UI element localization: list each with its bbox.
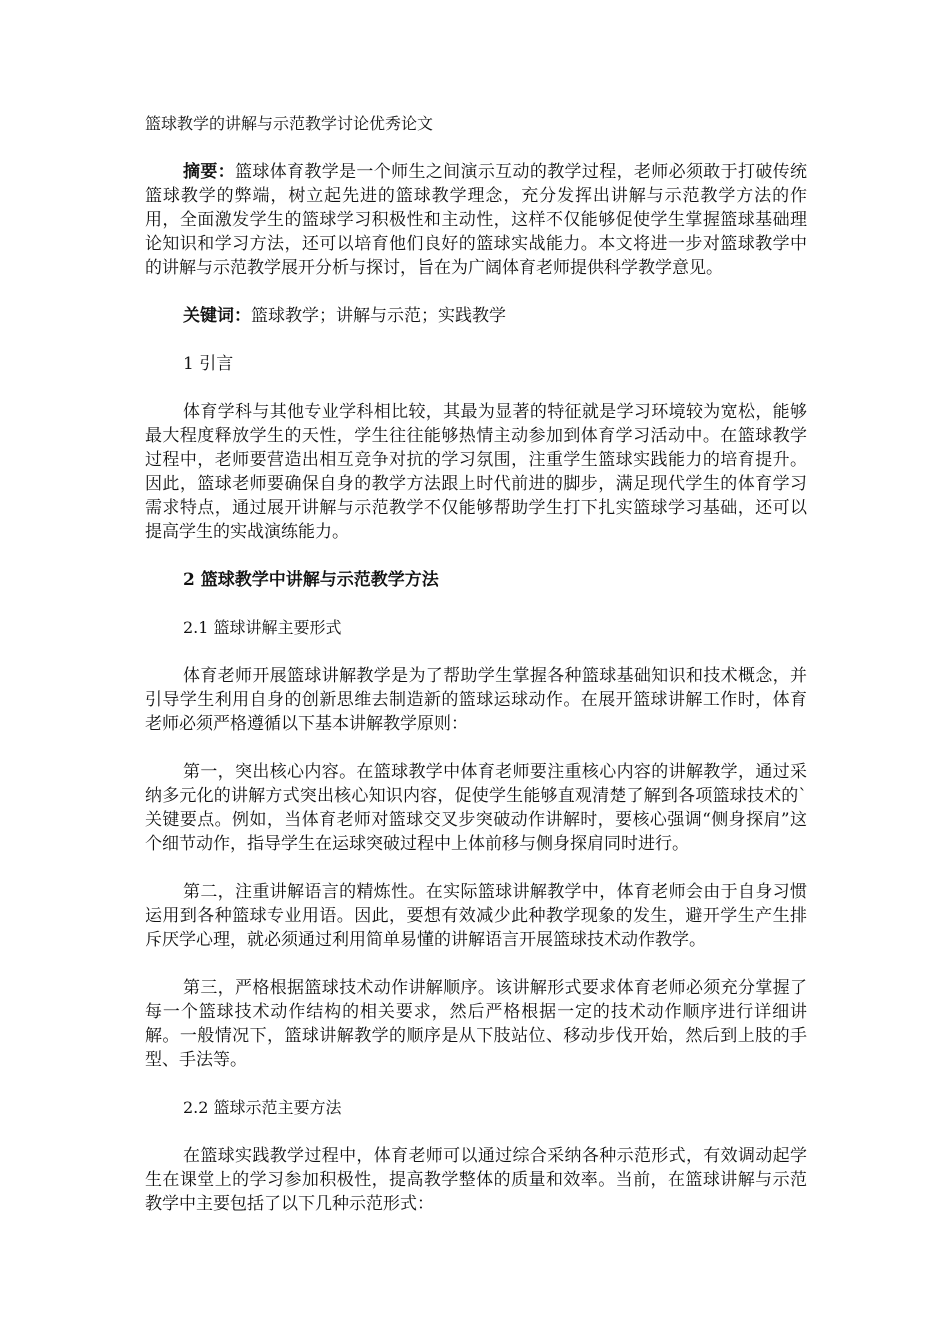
document-page bbox=[145, 112, 807, 1240]
abstract-label: 摘要： bbox=[183, 162, 236, 182]
section-1-heading: 1 引言 bbox=[183, 354, 234, 374]
section-2-1-paragraph-1: 体育老师开展篮球讲解教学是为了帮助学生掌握各种篮球基础知识和技术概念，并引导学生利用自身的创新思维去制造新的篮球运球动作。在展开篮球讲解工作时，体育老师必须严格遵循以下基本讲解教学原则： bbox=[145, 666, 807, 734]
section-1-paragraph: 体育学科与其他专业学科相比较，其最为显著的特征就是学习环境较为宽松，能够最大程度释放学生的天性，学生往往能够热情主动参加到体育学习活动中。在篮球教学过程中，老师要营造出相互竞争对抗的学习氛围，注重学生篮球实践能力的培育提升。因此，篮球老师要确保自身的教学方法跟上时代前进的脚步，满足现代学生的体育学习需求特点，通过展开讲解与示范教学不仅能够帮助学生打下扎实篮球学习基础，还可以提高学生的实战演练能力。 bbox=[145, 402, 807, 542]
section-2-2-heading: 2.2 篮球示范主要方法 bbox=[183, 1098, 342, 1117]
section-2-1-paragraph-2: 第一，突出核心内容。在篮球教学中体育老师要注重核心内容的讲解教学，通过采纳多元化的讲解方式突出核心知识内容，促使学生能够直观清楚了解到各项篮球技术的`关键要点。例如，当体育老师对篮球交叉步突破动作讲解时，要核心强调“侧身探肩”这个细节动作，指导学生在运球突破过程中上体前移与侧身探肩同时进行。 bbox=[145, 762, 807, 854]
keywords-label: 关键词： bbox=[183, 306, 251, 326]
abstract-paragraph bbox=[145, 160, 807, 280]
document-title: 篮球教学的讲解与示范教学讨论优秀论文 bbox=[145, 114, 434, 133]
section-2-heading: 2 篮球教学中讲解与示范教学方法 bbox=[183, 570, 439, 590]
section-2-1-heading: 2.1 篮球讲解主要形式 bbox=[183, 618, 342, 637]
keywords-paragraph bbox=[145, 304, 807, 328]
section-2-1-paragraph-3: 第二，注重讲解语言的精炼性。在实际篮球讲解教学中，体育老师会由于自身习惯运用到各种篮球专业用语。因此，要想有效减少此种教学现象的发生，避开学生产生排斥厌学心理，就必须通过利用简单易懂的讲解语言开展篮球技术动作教学。 bbox=[145, 882, 807, 950]
keywords-text: 篮球教学；讲解与示范；实践教学 bbox=[251, 306, 506, 326]
section-2-1-paragraph-4: 第三，严格根据篮球技术动作讲解顺序。该讲解形式要求体育老师必须充分掌握了每一个篮球技术动作结构的相关要求，然后严格根据一定的技术动作顺序进行详细讲解。一般情况下，篮球讲解教学的顺序是从下肢站位、移动步伐开始，然后到上肢的手型、手法等。 bbox=[145, 978, 807, 1070]
section-2-2-paragraph-1: 在篮球实践教学过程中，体育老师可以通过综合采纳各种示范形式，有效调动起学生在课堂上的学习参加积极性，提高教学整体的质量和效率。当前，在篮球讲解与示范教学中主要包括了以下几种示范形式： bbox=[145, 1146, 807, 1214]
abstract-text: 篮球体育教学是一个师生之间演示互动的教学过程，老师必须敢于打破传统篮球教学的弊端，树立起先进的篮球教学理念，充分发挥出讲解与示范教学方法的作用，全面激发学生的篮球学习积极性和主动性，这样不仅能够促使学生掌握篮球基础理论知识和学习方法，还可以培育他们良好的篮球实战能力。本文将进一步对篮球教学中的讲解与示范教学展开分析与探讨，旨在为广阔体育老师提供科学教学意见。 bbox=[145, 162, 808, 278]
